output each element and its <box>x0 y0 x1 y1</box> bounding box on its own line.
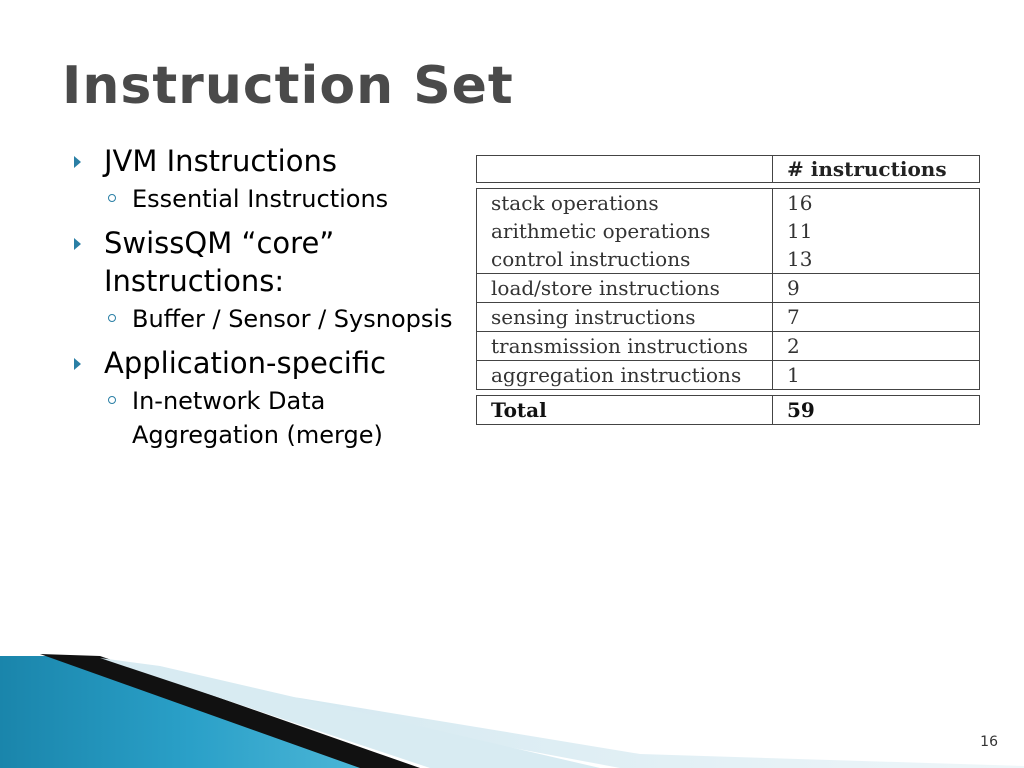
sub-bullet <box>74 182 454 216</box>
table-cell-count: 1 <box>787 363 800 387</box>
table-cell-category: stack operations <box>491 191 659 215</box>
bullet-text: Application-specific <box>104 346 387 380</box>
circle-bullet-icon <box>108 396 116 404</box>
sub-bullet <box>74 384 454 452</box>
header-cell-count: # instructions <box>787 157 947 181</box>
table-cell-count: 2 <box>787 334 800 358</box>
total-value: 59 <box>787 398 815 422</box>
sub-bullet-text: Essential Instructions <box>132 185 389 213</box>
page-number: 16 <box>980 734 998 750</box>
table-cell-category: load/store instructions <box>491 276 720 300</box>
table-cell-category: arithmetic operations <box>491 219 711 243</box>
bullet-list <box>74 138 454 460</box>
bullet-text: SwissQM “core” Instructions: <box>104 226 335 298</box>
table-cell-category: control instructions <box>491 247 691 271</box>
circle-bullet-icon <box>108 194 116 202</box>
table-cell-category: transmission instructions <box>491 334 749 358</box>
triangle-bullet-icon <box>74 358 81 370</box>
table-row <box>476 274 980 303</box>
table-cell-category: sensing instructions <box>491 305 696 329</box>
table-group <box>476 188 980 274</box>
table-row <box>476 332 980 361</box>
instruction-table <box>476 155 980 425</box>
table-header-row <box>476 155 980 183</box>
table-cell-count: 16 <box>787 191 813 215</box>
bullet-jvm <box>74 142 454 180</box>
table-cell-count: 7 <box>787 305 800 329</box>
sub-bullet <box>74 302 454 336</box>
circle-bullet-icon <box>108 314 116 322</box>
table-total-row <box>476 395 980 425</box>
slide-title: Instruction Set <box>62 56 514 116</box>
sub-bullet-text: Buffer / Sensor / Sysnopsis <box>132 305 453 333</box>
table-cell-count: 11 <box>787 219 813 243</box>
bullet-swissqm <box>74 224 454 300</box>
footer-decoration <box>0 638 1024 768</box>
table-cell-category: aggregation instructions <box>491 363 742 387</box>
table-row <box>476 361 980 390</box>
bullet-application <box>74 344 454 382</box>
total-label: Total <box>491 398 547 422</box>
sub-bullet-text: In-network Data Aggregation (merge) <box>132 387 383 449</box>
bullet-text: JVM Instructions <box>104 144 337 178</box>
triangle-bullet-icon <box>74 156 81 168</box>
table-cell-count: 9 <box>787 276 800 300</box>
table-row <box>476 303 980 332</box>
triangle-bullet-icon <box>74 238 81 250</box>
table-cell-count: 13 <box>787 247 813 271</box>
